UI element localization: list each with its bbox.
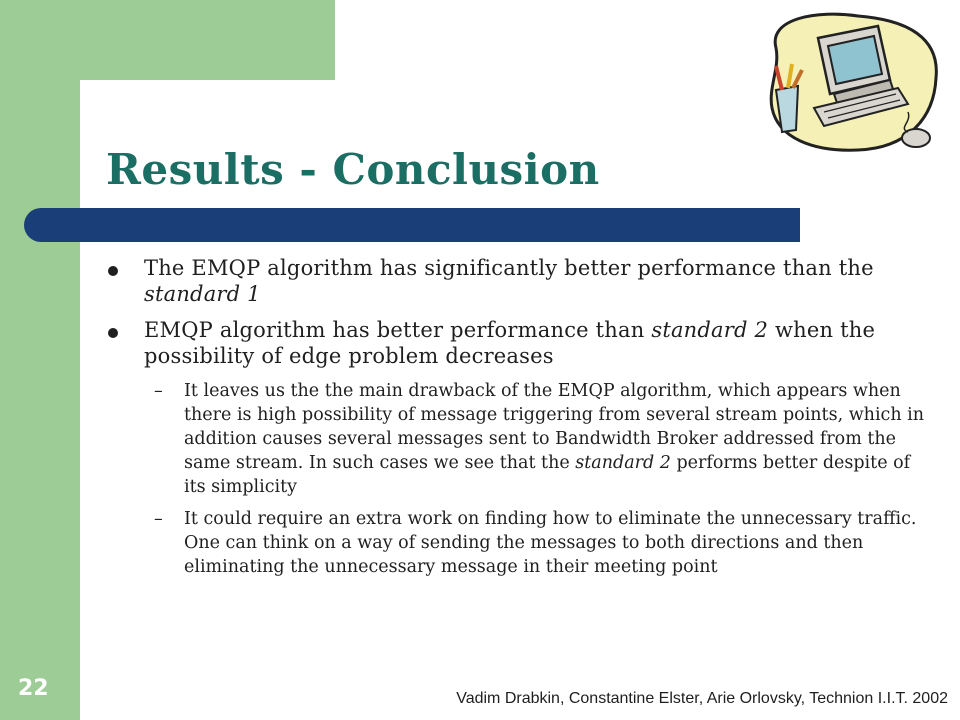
dash-icon: – bbox=[154, 381, 163, 401]
computer-clipart-icon bbox=[758, 8, 942, 158]
bullet-2 bbox=[104, 317, 934, 369]
slide-body bbox=[104, 255, 934, 587]
bullet-2-text-end: when the possibility of edge problem decreases bbox=[144, 318, 876, 368]
left-green-bar bbox=[0, 0, 80, 720]
bullet-2-text: EMQP algorithm has better performance than bbox=[144, 318, 652, 342]
subbullet-1-text: It leaves us the the main drawback of the EMQP algorithm, which appears when there is high possibility of message triggering from several stream points, which in addition causes several messages sent to Bandwidth Broker addressed from the same stream. In such cases we see that the bbox=[184, 381, 925, 473]
slide-title: Results - Conclusion bbox=[106, 145, 600, 194]
page-number: 22 bbox=[18, 676, 49, 701]
bullet-dot-icon bbox=[108, 328, 118, 338]
bullet-1-text: The EMQP algorithm has significantly better performance than the bbox=[144, 256, 874, 280]
subbullet-1-emphasis: standard 2 bbox=[575, 453, 671, 473]
bullet-1-emphasis: standard 1 bbox=[144, 282, 261, 306]
bullet-1 bbox=[104, 255, 934, 307]
subbullet-2-text: It could require an extra work on finding how to eliminate the unnecessary traffic. One can think on a way of sending the messages to both directions and then eliminating the unnecessary message in their meeting point bbox=[184, 509, 917, 577]
subbullet-2 bbox=[104, 507, 934, 579]
subbullet-1-text-end: performs better despite of its simplicity bbox=[184, 453, 911, 497]
title-underline-bar bbox=[24, 208, 800, 242]
dash-icon: – bbox=[154, 509, 163, 529]
bullet-dot-icon bbox=[108, 266, 118, 276]
bullet-2-emphasis: standard 2 bbox=[651, 318, 769, 342]
top-green-block bbox=[80, 0, 335, 80]
subbullet-1 bbox=[104, 379, 934, 499]
footer-credits: Vadim Drabkin, Constantine Elster, Arie Orlovsky, Technion I.I.T. 2002 bbox=[456, 690, 948, 707]
